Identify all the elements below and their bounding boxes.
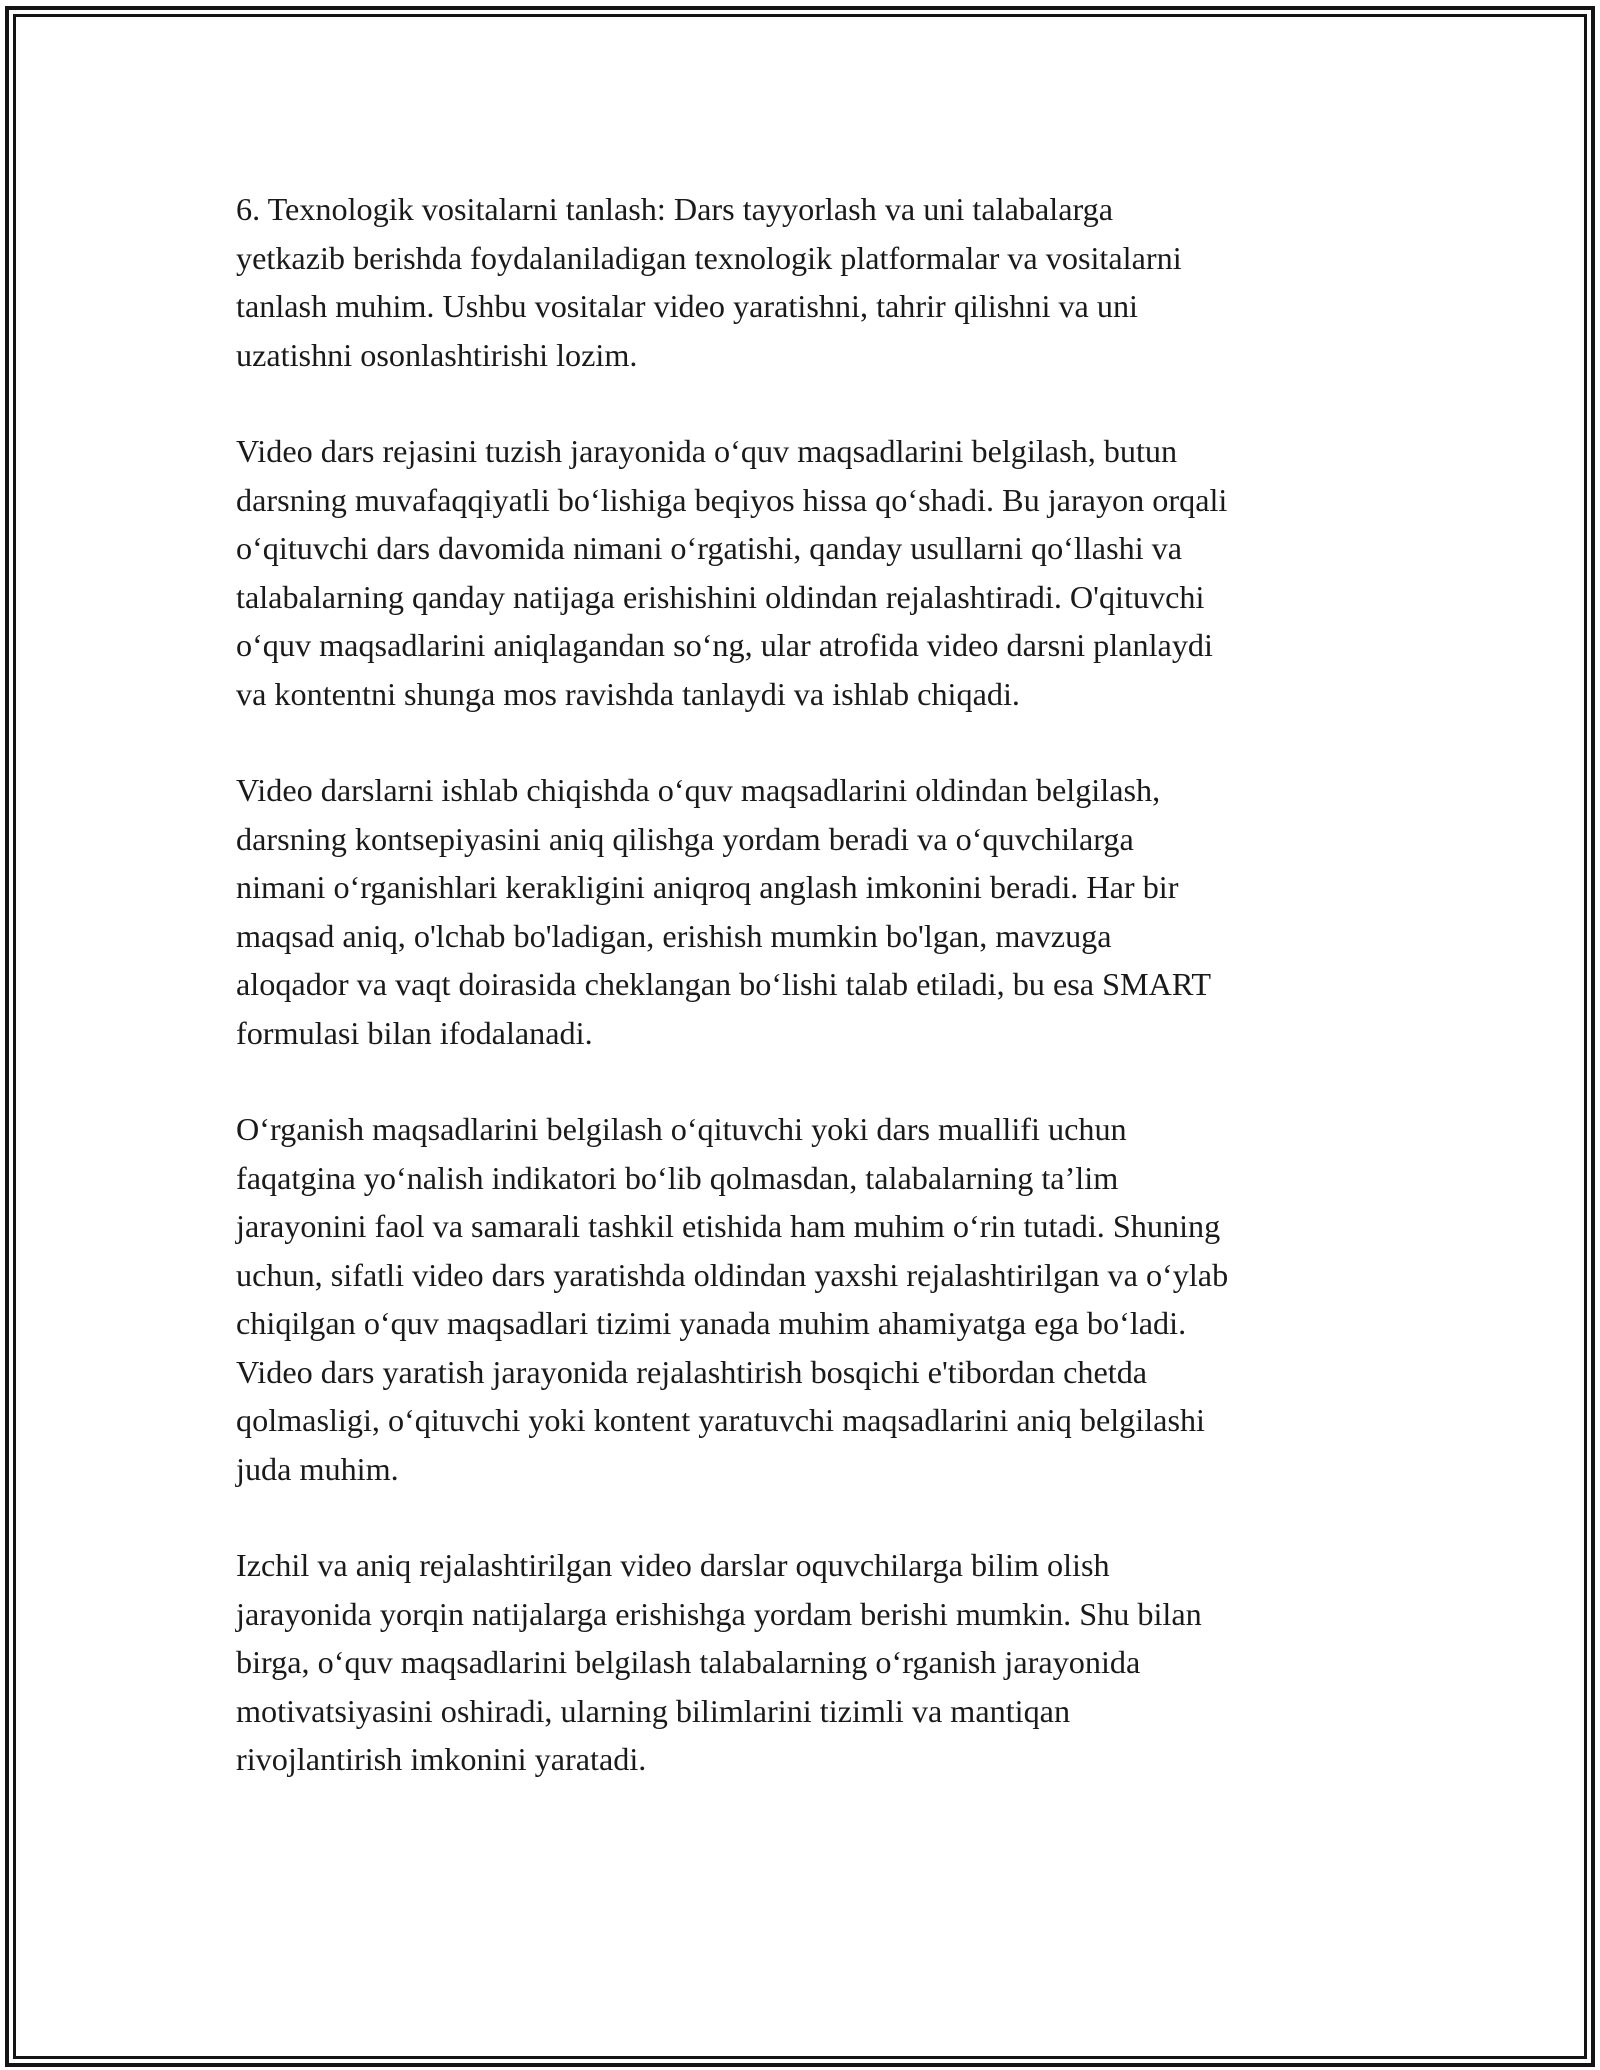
text-line: O‘rganish maqsadlarini belgilash o‘qituvchi yoki dars muallifi uchun: [236, 1111, 1127, 1147]
paragraph-lesson-plan: [236, 427, 1371, 718]
text-line: motivatsiyasini oshiradi, ularning bilimlarini tizimli va mantiqan: [236, 1692, 1071, 1729]
text-line: formulasi bilan ifodalanadi.: [236, 1014, 593, 1051]
text-line: yetkazib berishda foydalaniladigan texnologik platformalar va vositalarni: [236, 239, 1182, 276]
text-line: qolmasligi, o‘qituvchi yoki kontent yaratuvchi maqsadlarini aniq belgilashi: [236, 1402, 1206, 1438]
text-line: rivojlantirish imkonini yaratadi.: [236, 1741, 647, 1777]
text-line: uchun, sifatli video dars yaratishda oldindan yaxshi rejalashtirilgan va o‘ylab: [236, 1256, 1229, 1293]
text-line: Video dars rejasini tuzish jarayonida o‘quv maqsadlarini belgilash, butun: [236, 433, 1178, 469]
text-line: uzatishni osonlashtirishi lozim.: [236, 336, 638, 373]
text-line: darsning muvafaqqiyatli bo‘lishiga beqiyos hissa qo‘shadi. Bu jarayon orqali: [236, 481, 1228, 518]
text-line: maqsad aniq, o'lchab bo'ladigan, erishish mumkin bo'lgan, mavzuga: [236, 917, 1112, 954]
paragraph-learning-goals: [236, 1105, 1371, 1493]
text-line: nimani o‘rganishlari kerakligini aniqroq anglash imkonini beradi. Har bir: [236, 869, 1179, 905]
text-line: Video darslarni ishlab chiqishda o‘quv maqsadlarini oldindan belgilash,: [236, 772, 1161, 808]
paragraph-smart-objectives: [236, 766, 1371, 1057]
text-line: Video dars yaratish jarayonida rejalashtirish bosqichi e'tibordan chetda: [236, 1353, 1148, 1390]
text-line: juda muhim.: [236, 1450, 399, 1487]
text-line: va kontentni shunga mos ravishda tanlaydi va ishlab chiqadi.: [236, 675, 1020, 712]
text-line: chiqilgan o‘quv maqsadlari tizimi yanada muhim ahamiyatga ega bo‘ladi.: [236, 1305, 1187, 1341]
paragraph-conclusion: [236, 1541, 1371, 1784]
text-line: tanlash muhim. Ushbu vositalar video yaratishni, tahrir qilishni va uni: [236, 288, 1139, 324]
text-line: Izchil va aniq rejalashtirilgan video darslar oquvchilarga bilim olish: [236, 1547, 1110, 1583]
text-line: jarayonida yorqin natijalarga erishishga yordam berishi mumkin. Shu bilan: [236, 1595, 1202, 1632]
text-line: jarayonini faol va samarali tashkil etishida ham muhim o‘rin tutadi. Shuning: [236, 1208, 1221, 1244]
text-line: talabalarning qanday natijaga erishishini oldindan rejalashtiradi. O'qituvchi: [236, 578, 1205, 615]
text-line: o‘quv maqsadlarini aniqlagandan so‘ng, ular atrofida video darsni planlaydi: [236, 627, 1213, 663]
text-line: aloqador va vaqt doirasida cheklangan bo‘lishi talab etiladi, bu esa SMART: [236, 966, 1212, 1002]
text-line: faqatgina yo‘nalish indikatori bo‘lib qolmasdan, talabalarning ta’lim: [236, 1159, 1119, 1196]
paragraph-technology-tools: [236, 185, 1371, 379]
text-line: darsning kontsepiyasini aniq qilishga yordam beradi va o‘quvchilarga: [236, 820, 1134, 857]
document-body: [236, 185, 1371, 1832]
text-line: 6. Texnologik vositalarni tanlash: Dars tayyorlash va uni talabalarga: [236, 191, 1114, 227]
text-line: birga, o‘quv maqsadlarini belgilash talabalarning o‘rganish jarayonida: [236, 1644, 1141, 1680]
text-line: o‘qituvchi dars davomida nimani o‘rgatishi, qanday usullarni qo‘llashi va: [236, 530, 1183, 566]
